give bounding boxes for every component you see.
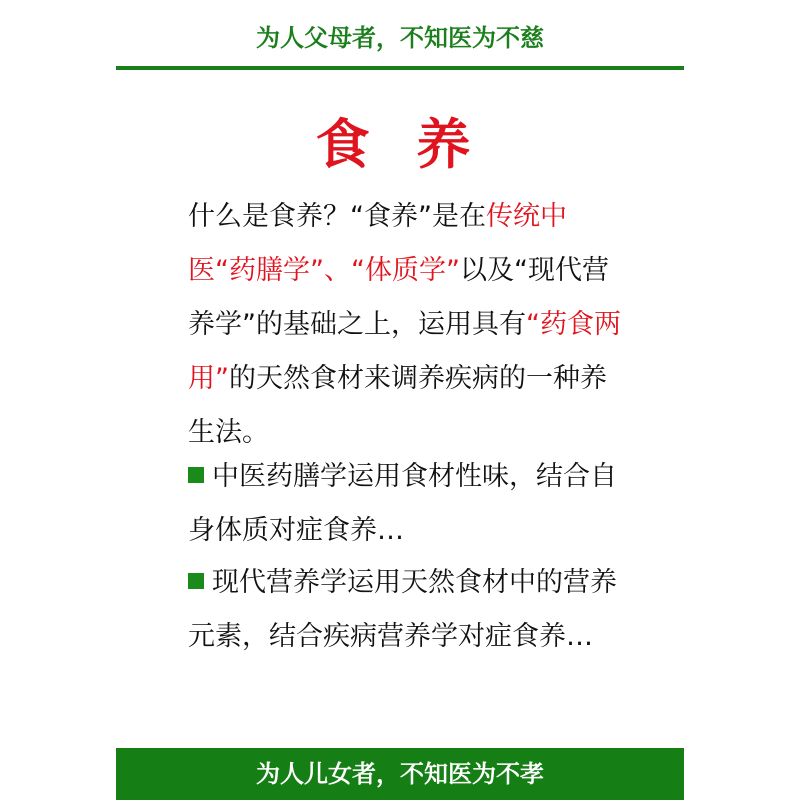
header-banner: 为人父母者，不知医为不慈: [256, 24, 544, 52]
intro-text-1: 什么是食养？“食养”是在: [188, 201, 486, 232]
green-square-icon: [188, 467, 204, 483]
intro-highlight-2: “药食两用”: [188, 309, 621, 394]
header-divider: [116, 66, 684, 70]
green-square-icon: [188, 573, 204, 589]
intro-text-2: 以及“现代营养学”的基础之上，运用具有: [188, 255, 609, 340]
page-title: 食 养: [315, 113, 485, 176]
intro-text-3: 的天然食材来调养疾病的一种养生法。: [188, 363, 607, 448]
intro-paragraph: [188, 190, 628, 460]
bullet-text-2: 现代营养学运用天然食材中的营养元素，结合疾病营养学对症食养…: [188, 567, 617, 652]
bullet-item-1: [188, 450, 628, 558]
footer-banner: 为人儿女者，不知医为不孝: [116, 748, 684, 800]
bullet-text-1: 中医药膳学运用食材性味，结合自身体质对症食养…: [188, 461, 617, 546]
bullet-item-2: [188, 556, 628, 664]
intro-highlight-1: 传统中医“药膳学”、“体质学”: [188, 201, 567, 286]
